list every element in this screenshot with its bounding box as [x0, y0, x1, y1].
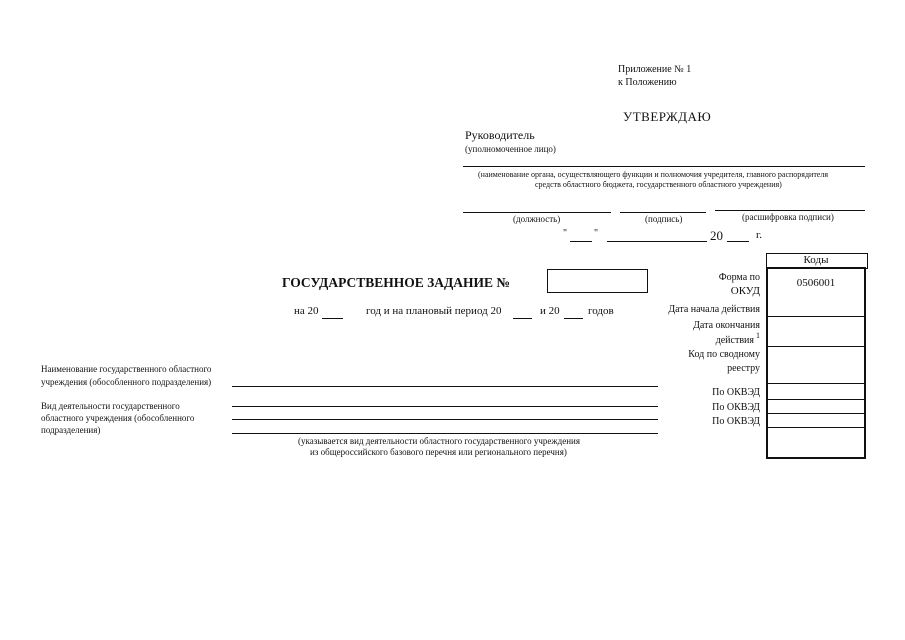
org-note-2: средств областного бюджета, государственного областного учреждения) — [535, 180, 782, 189]
period-middle: год и на плановый период 20 — [366, 305, 502, 317]
date-year-prefix: 20 — [710, 228, 723, 243]
signature-label: (подпись) — [645, 214, 683, 224]
date-day-line[interactable] — [570, 241, 592, 242]
head-note: (уполномоченное лицо) — [465, 144, 556, 154]
signature-line[interactable] — [620, 212, 706, 213]
position-line[interactable] — [463, 212, 611, 213]
task-number-box[interactable] — [547, 269, 648, 293]
appendix-line-2: к Положению — [618, 77, 677, 88]
activity-note-1: (указывается вид деятельности областного государственного учреждения — [298, 436, 580, 446]
activity-label-3: подразделения) — [41, 425, 101, 435]
institution-name-line[interactable] — [232, 386, 658, 387]
date-quote-open: " — [563, 228, 568, 239]
codes-row-divider — [766, 316, 866, 317]
period-year-line[interactable] — [322, 318, 343, 319]
okud-label-1: Форма по — [718, 272, 760, 283]
okved-label-3: По ОКВЭД — [712, 416, 760, 427]
registry-label-1: Код по сводному — [688, 349, 760, 360]
start-date-label: Дата начала действия — [668, 304, 760, 315]
org-line[interactable] — [463, 166, 865, 167]
end-date-label-1: Дата окончания — [693, 320, 760, 331]
date-quote-close: " — [594, 228, 599, 239]
decode-label: (расшифровка подписи) — [742, 212, 834, 222]
head-label: Руководитель — [465, 128, 535, 142]
approve-title: УТВЕРЖДАЮ — [623, 109, 712, 124]
period-suffix: годов — [588, 305, 614, 317]
activity-label-1: Вид деятельности государственного — [41, 401, 180, 411]
activity-line-2[interactable] — [232, 419, 658, 420]
date-year-line[interactable] — [727, 241, 749, 242]
period-year3-line[interactable] — [564, 318, 583, 319]
end-date-label-2: действия — [715, 335, 754, 346]
period-and: и 20 — [540, 305, 560, 317]
codes-header: Коды — [803, 254, 829, 266]
okud-value[interactable]: 0506001 — [796, 277, 836, 289]
activity-line-1[interactable] — [232, 406, 658, 407]
institution-name-label-2: учреждения (обособленного подразделения) — [41, 377, 212, 387]
codes-row-divider — [766, 413, 866, 414]
codes-row-divider — [766, 399, 866, 400]
okved-label-2: По ОКВЭД — [712, 402, 760, 413]
activity-label-2: областного учреждения (обособленного — [41, 413, 195, 423]
decode-line[interactable] — [715, 210, 865, 211]
activity-note-2: из общероссийского базового перечня или регионального перечня) — [310, 447, 567, 457]
task-title: ГОСУДАРСТВЕННОЕ ЗАДАНИЕ № — [282, 275, 510, 290]
codes-row-divider — [766, 346, 866, 347]
registry-label-2: реестру — [727, 363, 760, 374]
codes-table — [766, 267, 866, 459]
codes-row-divider — [766, 383, 866, 384]
okved-label-1: По ОКВЭД — [712, 387, 760, 398]
date-year-suffix: г. — [756, 229, 763, 241]
position-label: (должность) — [513, 214, 561, 224]
okud-label-2: ОКУД — [730, 285, 760, 297]
period-year2-line[interactable] — [513, 318, 532, 319]
period-prefix: на 20 — [294, 305, 319, 317]
institution-name-label-1: Наименование государственного областного — [41, 364, 212, 374]
codes-row-divider — [766, 427, 866, 428]
org-note-1: (наименование органа, осуществляющего функции и полномочия учредителя, главного распорядителя — [478, 170, 829, 179]
date-month-line[interactable] — [607, 241, 707, 242]
end-date-footnote: 1 — [756, 331, 760, 340]
activity-line-3[interactable] — [232, 433, 658, 434]
appendix-line-1: Приложение № 1 — [618, 64, 692, 75]
